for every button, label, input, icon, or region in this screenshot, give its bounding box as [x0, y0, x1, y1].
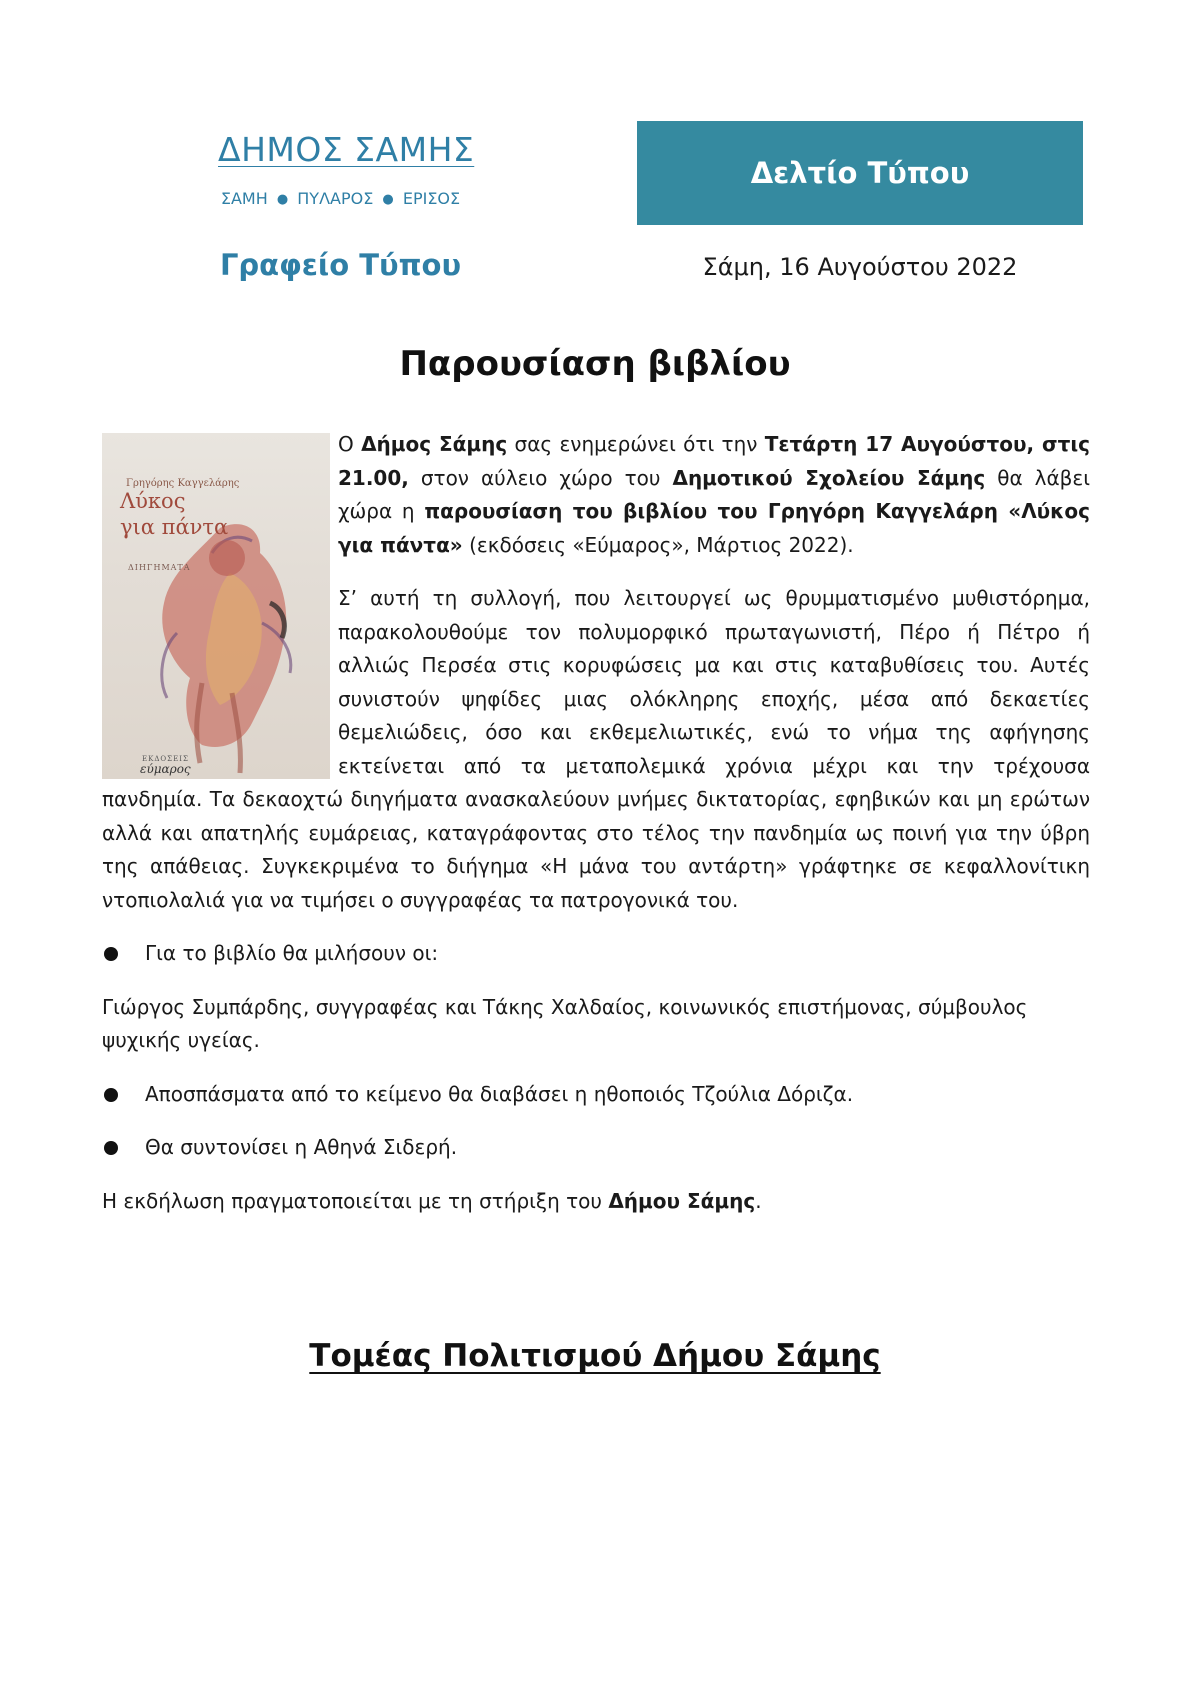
list-item [102, 1078, 1090, 1112]
municipality-bold: Δήμος Σάμης [361, 432, 508, 456]
page-title: Παρουσίαση βιβλίου [399, 344, 791, 384]
book-description-paragraph: Σ’ αυτή τη συλλογή, που λειτουργεί ως θρυμματισμένο μυθιστόρημα, παρακολουθούμε τον πολυμορφικό πρωταγωνιστή, Πέρο ή Πέτρο ή αλλιώς Περσέα στις κορυφώσεις μα και στις καταβυθίσεις του. Αυτές συνιστούν ψηφίδες μιας ολόκληρης εποχής, μέσα από δεκαετίες θεμελιώδεις, όσο και εκθεμελιωτικές, ενώ το νήμα της αφήγησης εκτείνεται από τα μεταπολεμικά χρόνια μέχρι και την τρέχουσα πανδημία. Τα δεκαοχτώ διηγήματα ανασκαλεύουν μνήμες δικτατορίας, εφηβικών και μη ερώτων αλλά και απατηλής ευμάρειας, καταγράφοντας στο τέλος την πανδημία ως ποινή για την ύβρη της απάθειας. Συγκεκριμένα το διήγημα «Η μάνα του αντάρτη» γράφτηκε σε κεφαλλονίτικη ντοπιολαλιά για να τιμήσει ο συγγραφέας τα πατρογονικά του. [102, 586, 1090, 912]
event-datetime: Τετάρτη 17 Αυγούστου, στις 21.00, [338, 432, 1090, 490]
cover-author: Γρηγόρης Καγγελάρης [126, 478, 240, 489]
cover-publisher: εύμαρος [140, 762, 191, 776]
book-presentation-title: παρουσίαση του βιβλίου του Γρηγόρη Καγγελάρη «Λύκος για πάντα» [338, 499, 1090, 557]
municipality-areas [218, 189, 463, 208]
article-body [102, 428, 1090, 1238]
reading-note: Αποσπάσματα από το κείμενο θα διαβάσει η ηθοποιός Τζούλια Δόριζα. [145, 1081, 854, 1106]
bullet-icon [104, 1141, 118, 1155]
municipality-bold: Δήμου Σάμης [608, 1188, 756, 1213]
event-venue: Δημοτικού Σχολείου Σάμης [672, 465, 986, 490]
press-release-banner [637, 121, 1083, 225]
area-sami: ΣΑΜΗ [220, 189, 268, 208]
cover-title-line-1: Λύκος [120, 489, 186, 513]
area-pylaros: ΠΥΛΑΡΟΣ [297, 189, 374, 208]
municipality-name: ΔΗΜΟΣ ΣΑΜΗΣ [218, 130, 475, 169]
book-cover-image [102, 433, 330, 779]
speakers-intro: Για το βιβλίο θα μιλήσουν οι: [145, 941, 439, 965]
list-item [102, 1131, 1090, 1165]
area-separator: ● [382, 192, 394, 207]
press-office-label: Γραφείο Τύπου [219, 248, 462, 282]
press-release-label: Δελτίο Τύπου [750, 156, 970, 190]
area-separator: ● [276, 192, 289, 207]
cover-genre: ΔΙΗΓΗΜΑΤΑ [128, 563, 191, 572]
bullet-icon [104, 947, 118, 961]
footer-signature: Τομέας Πολιτισμού Δήμου Σάμης [309, 1338, 881, 1374]
bullet-icon [104, 1088, 118, 1102]
list-item [102, 937, 1090, 971]
moderator-note: Θα συντονίσει η Αθηνά Σιδερή. [145, 1135, 458, 1159]
support-paragraph: Η εκδήλωση πραγματοποιείται με τη στήριξη του Δήμου Σάμης. [102, 1188, 762, 1213]
cover-publisher-label: ΕΚΔΟΣΕΙΣ [142, 755, 189, 763]
release-date: Σάμη, 16 Αυγούστου 2022 [702, 253, 1018, 281]
cover-title-line-2: για πάντα [120, 515, 229, 539]
speakers-paragraph: Γιώργος Συμπάρδης, συγγραφέας και Τάκης Χαλδαίος, κοινωνικός επιστήμονας, σύμβουλος ψυχικής υγείας. [102, 994, 1028, 1052]
area-erisos: ΕΡΙΣΟΣ [402, 189, 461, 208]
intro-paragraph: Ο Δήμος Σάμης σας ενημερώνει ότι την Τετάρτη 17 Αυγούστου, στις 21.00, στον αύλειο χώρο του Δημοτικού Σχολείου Σάμης θα λάβει χώρα η παρουσίαση του βιβλίου του Γρηγόρη Καγγελάρη «Λύκος για πάντα» (εκδόσεις «Εύμαρος», Μάρτιος 2022). [338, 432, 1090, 557]
